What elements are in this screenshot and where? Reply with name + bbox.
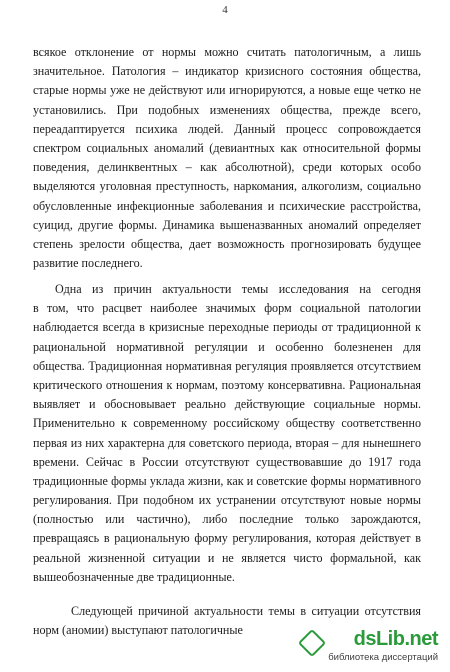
text-line: развитие последнего. <box>33 256 143 271</box>
text-line: вышеобозначенные две традиционные. <box>33 569 235 584</box>
text-line: (полностью или частично), либо последние только зарождаются, <box>33 512 421 527</box>
text-line: регулирования. При подобном их устранении отсутствуют новые нормы <box>33 493 421 508</box>
text-line: Одна из причин актуальности темы исследования на сегодня <box>55 282 421 296</box>
page-number: 4 <box>222 4 228 16</box>
paragraph-2 <box>33 280 421 587</box>
text-line: всякое отклонение от нормы можно считать патологичным, а лишь <box>33 45 421 59</box>
text-line: рациональной нормативной регуляции и особенно болезненен для <box>33 339 421 354</box>
text-line: норм (аномии) выступают патологичные <box>33 623 243 638</box>
text-line: первая из них характерна для советского периода, вторая – для нынешнего <box>33 435 421 450</box>
text-line: традиционные формы уклада жизни, как и советские формы нормативного <box>33 473 421 488</box>
text-line: наблюдается всегда в кризисные переходные периоды от традиционной к <box>33 320 421 335</box>
text-line: в том, что расцвет наиболее значимых форм социальной патологии <box>33 301 421 316</box>
text-line: спектром социальных аномалий (девиантных как относительной формы <box>33 140 421 155</box>
watermark-caption: библиотека диссертаций <box>328 652 438 663</box>
text-line: выявляет и обосновывает реально действующие социальные нормы. <box>33 397 421 412</box>
text-line: Применительно к современному российскому обществу соответственно <box>33 416 421 431</box>
text-line: критического отношения к нормам, поэтому консервативна. Рациональная <box>33 377 421 392</box>
text-line: суицид, другие формы. Динамика вышеназванных аномалий определяет <box>33 217 421 232</box>
watermark-logo: dsLib.net <box>353 628 438 650</box>
site-watermark <box>300 626 442 666</box>
text-line: превращаясь в рациональную форму регулирования, которая действует в <box>33 531 421 546</box>
text-line: установились. При подобных изменениях общества, прежде всего, <box>33 102 421 117</box>
text-line: выделяются уголовная преступность, наркомания, алкоголизм, социально <box>33 179 421 194</box>
text-line: переадаптируется психика людей. Данный процесс сопровождается <box>33 121 421 136</box>
text-line: обусловленные инфекционные заболевания и психические расстройства, <box>33 198 421 213</box>
text-line: значительное. Патология – индикатор кризисного состояния общества, <box>33 64 421 79</box>
paragraph-1 <box>33 43 421 273</box>
text-line: общества. Традиционная нормативная регуляция проявляется отсутствием <box>33 358 421 373</box>
text-line: Следующей причиной актуальности темы в ситуации отсутствия <box>71 604 421 618</box>
text-line: старые нормы уже не действуют или игнорируются, а новые еще четко не <box>33 83 421 98</box>
text-line: поведения, делинквентных – как абсолютной), среди которых особо <box>33 160 421 175</box>
text-line: степень зрелости общества, дает возможность прогнозировать будущее <box>33 236 421 251</box>
text-line: реальной жизненной ситуации и не является чисто формальной, как <box>33 550 421 565</box>
text-line: времени. Сейчас в России отсутствуют существовавшие до 1917 года <box>33 454 421 469</box>
dslib-logo-icon <box>298 629 326 657</box>
